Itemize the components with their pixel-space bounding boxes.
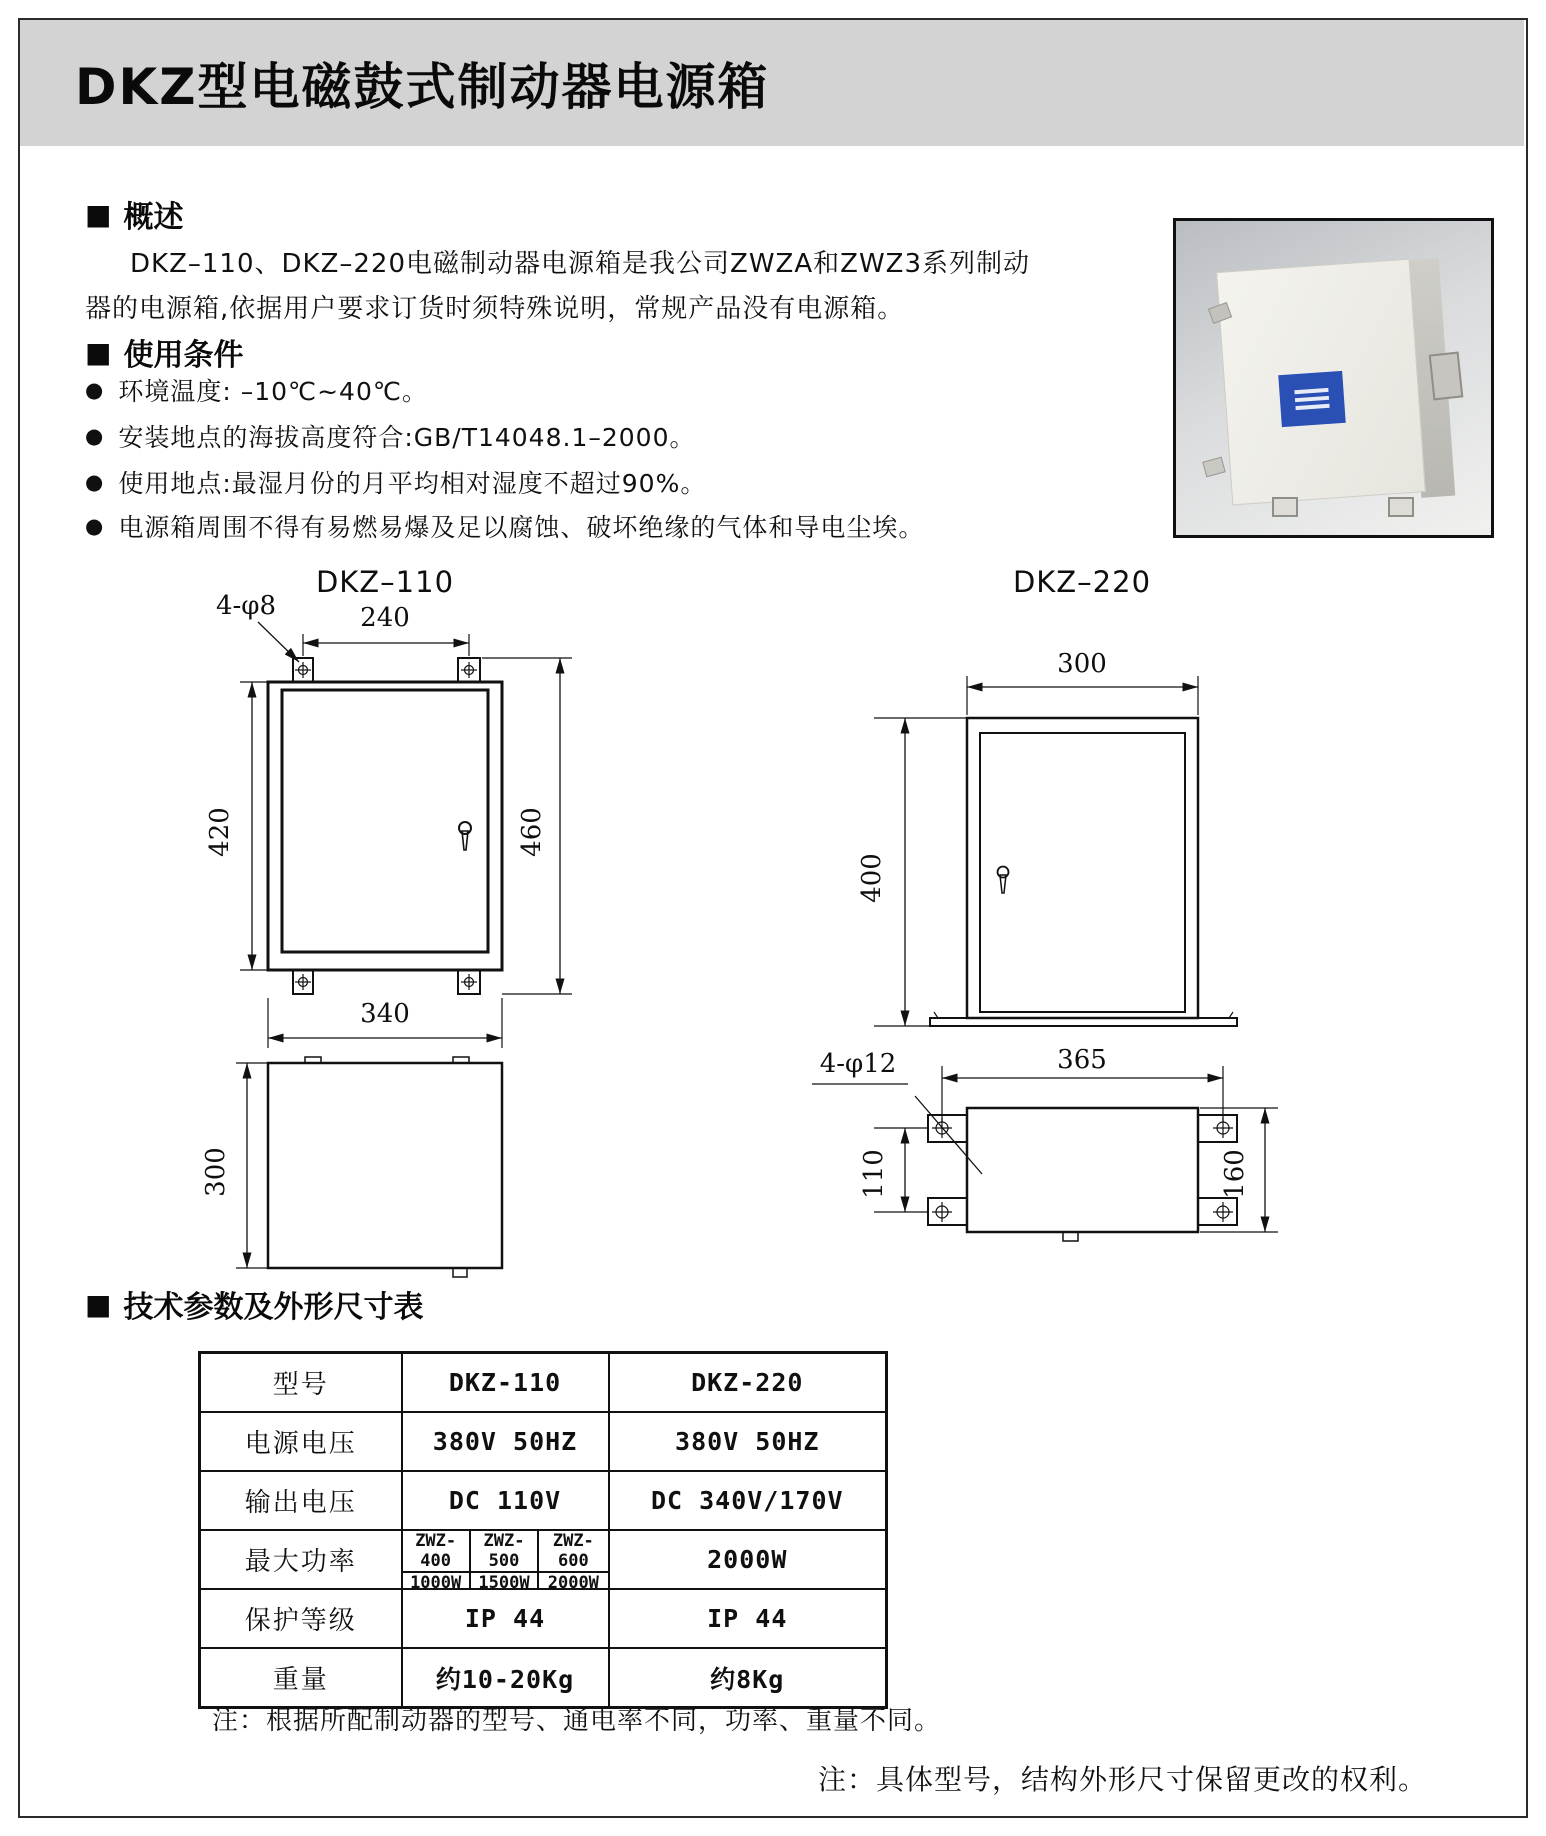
- dkz110-model: DKZ-110: [402, 1353, 609, 1413]
- dim-300: 300: [1057, 649, 1107, 679]
- page-title: DKZ型电磁鼓式制动器电源箱: [75, 58, 770, 116]
- row-label: 重量: [200, 1648, 402, 1708]
- dkz220-protection: IP 44: [609, 1589, 887, 1648]
- condition-text: 安装地点的海拔高度符合:GB/T14048.1–2000。: [118, 423, 696, 452]
- power-model: ZWZ-600: [539, 1531, 607, 1573]
- dim-460: 460: [517, 807, 547, 857]
- footer-note: 注：具体型号，结构外形尺寸保留更改的权利。: [818, 1763, 1428, 1796]
- row-label: 电源电压: [200, 1412, 402, 1471]
- power-model: ZWZ-400: [403, 1531, 471, 1573]
- spec-heading-text: 技术参数及外形尺寸表: [123, 1290, 424, 1325]
- dkz110-output: DC 110V: [402, 1471, 609, 1530]
- page-border: [18, 18, 1528, 1818]
- row-label: 保护等级: [200, 1589, 402, 1648]
- power-model: ZWZ-500: [471, 1531, 539, 1573]
- condition-text: 使用地点:最湿月份的月平均相对湿度不超过90%。: [118, 469, 707, 498]
- dim-420: 420: [205, 807, 235, 857]
- section-marker-icon: ■: [85, 335, 112, 369]
- dim-110: 110: [859, 1149, 889, 1199]
- section-marker-icon: ■: [85, 197, 112, 231]
- dkz220-model: DKZ-220: [609, 1353, 887, 1413]
- row-label: 输出电压: [200, 1471, 402, 1530]
- dim-160: 160: [1220, 1149, 1250, 1199]
- dkz110-weight: 约10-20Kg: [402, 1648, 609, 1708]
- drawing-title: DKZ–110: [315, 565, 455, 599]
- dkz220-power: 2000W: [609, 1530, 887, 1589]
- overview-line-1: DKZ–110、DKZ–220电磁制动器电源箱是我公司ZWZA和ZWZ3系列制动: [130, 249, 1031, 279]
- dkz220-supply: 380V 50HZ: [609, 1412, 887, 1471]
- conditions-heading-text: 使用条件: [123, 338, 244, 373]
- overview-line-2: 器的电源箱,依据用户要求订货时须特殊说明，常规产品没有电源箱。: [85, 294, 905, 324]
- power-value: 1500W: [471, 1573, 539, 1589]
- dim-400: 400: [857, 853, 887, 903]
- bullet-icon: ●: [85, 514, 105, 538]
- condition-text: 电源箱周围不得有易燃易爆及足以腐蚀、破坏绝缘的气体和导电尘埃。: [118, 513, 925, 542]
- overview-heading-text: 概述: [123, 200, 184, 235]
- row-label: 型号: [200, 1353, 402, 1413]
- dim-hole-label: 4-φ12: [819, 1049, 897, 1079]
- table-note: 注：根据所配制动器的型号、通电率不同，功率、重量不同。: [212, 1706, 942, 1736]
- drawing-title: DKZ–220: [1012, 565, 1152, 599]
- dim-hole-label: 4-φ8: [215, 591, 277, 621]
- power-value: 2000W: [547, 1573, 599, 1589]
- row-label: 最大功率: [200, 1530, 402, 1589]
- dim-340: 340: [360, 999, 410, 1029]
- bullet-icon: ●: [85, 378, 105, 402]
- dim-300: 300: [201, 1147, 231, 1197]
- dkz220-weight: 约8Kg: [609, 1648, 887, 1708]
- dkz110-supply: 380V 50HZ: [402, 1412, 609, 1471]
- power-value: 1000W: [403, 1573, 471, 1589]
- condition-text: 环境温度: –10℃~40℃。: [118, 377, 428, 406]
- dkz220-output: DC 340V/170V: [609, 1471, 887, 1530]
- section-marker-icon: ■: [85, 1287, 112, 1321]
- dim-365: 365: [1057, 1045, 1107, 1075]
- bullet-icon: ●: [85, 470, 105, 494]
- dim-240: 240: [360, 603, 410, 633]
- dkz110-protection: IP 44: [402, 1589, 609, 1648]
- bullet-icon: ●: [85, 424, 105, 448]
